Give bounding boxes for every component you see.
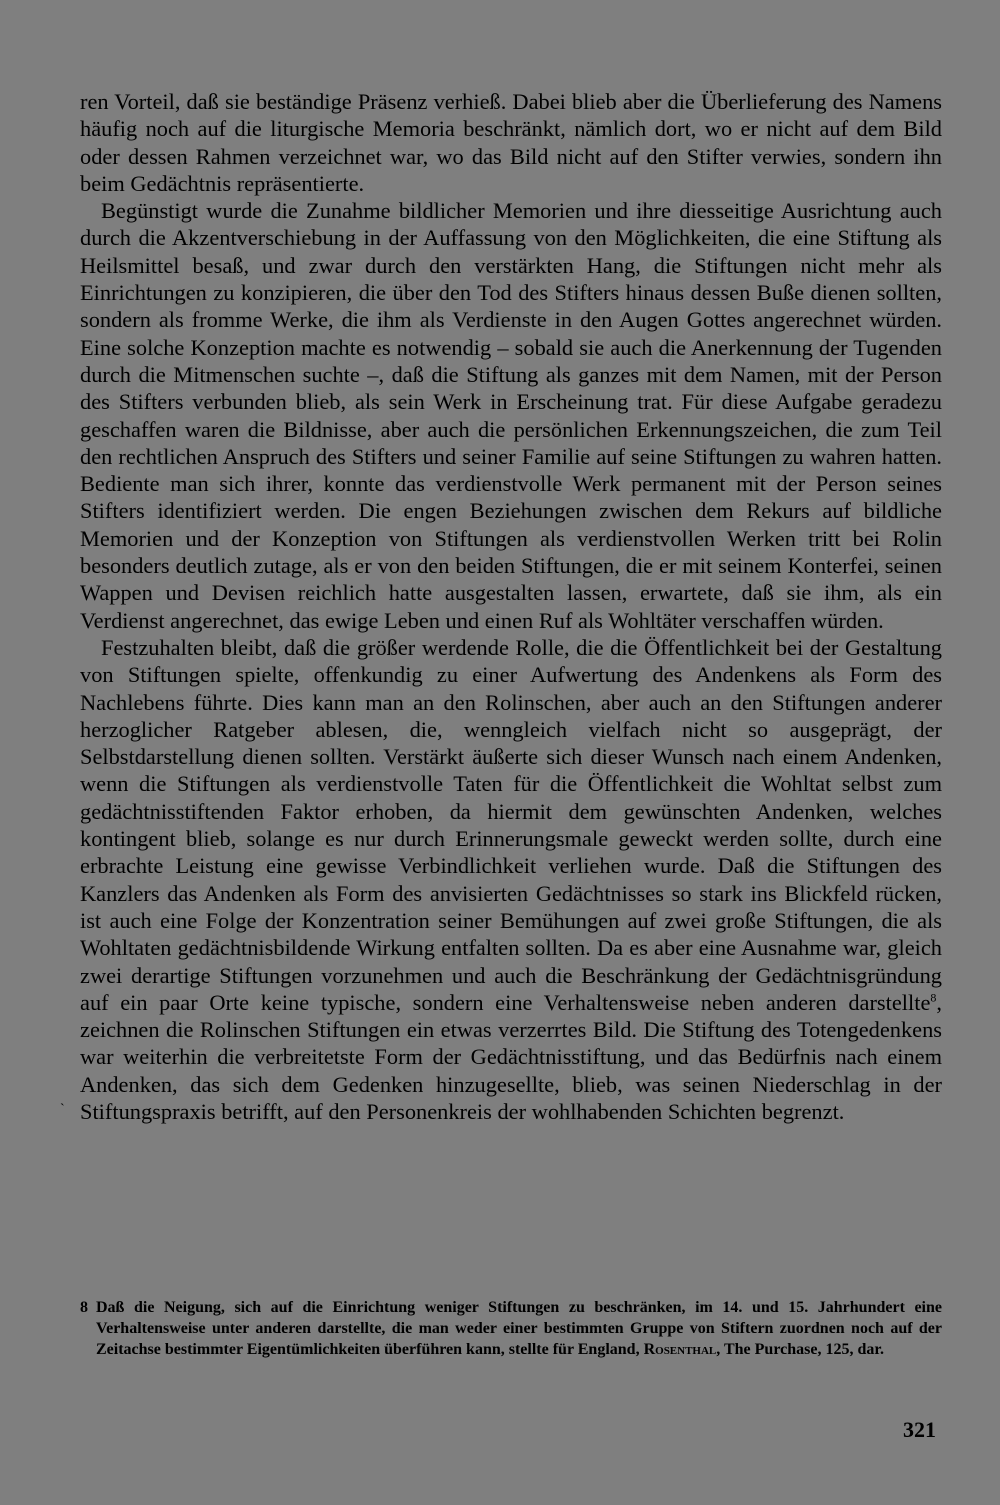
paragraph-3-part-1: Festzuhalten bleibt, daß die größer werdende Rolle, die die Öffentlichkeit bei der Gestaltung von Stiftungen spielte, offenkundig zu einer Aufwertung des Andenkens als Form des Nachlebens führte. Dies kann man an den Rolinschen, aber auch an den Stiftungen anderer herzoglicher Ratgeber ablesen, die, wenngleich vielfach nicht so ausgeprägt, der Selbstdarstellung dienen sollten. Verstärkt äußerte sich dieser Wunsch nach einem Andenken, wenn die Stiftungen als verdienstvolle Taten für die Öffentlichkeit die Wohltat selbst zum gedächtnisstiftenden Faktor erhoben, da hiermit dem gewünschten Andenken, welches kontingent blieb, solange es nur durch Erinnerungsmale geweckt werden sollte, durch eine erbrachte Leistung eine gewisse Verbindlichkeit verliehen wurde. Daß die Stiftungen des Kanzlers das Andenken als Form des anvisierten Gedächtnisses so stark ins Blickfeld rücken, ist auch eine Folge der Konzentration seiner Bemühungen auf zwei große Stiftungen, die als Wohltaten gedächtnisbildende Wirkung entfalten sollten. Da es aber eine Ausnahme war, gleich zwei derartige Stiftungen vorzunehmen und auch die Beschränkung der Gedächtnisgründung auf ein paar Orte keine typische, sondern eine Verhaltensweise neben anderen darstellte bbox=[80, 634, 942, 1015]
footnote bbox=[80, 1297, 942, 1360]
footnote-reference[interactable]: 8 bbox=[930, 990, 937, 1005]
footnote-text-after: , The Purchase, 125, dar. bbox=[716, 1341, 884, 1358]
footnote-text-before: Daß die Neigung, sich auf die Einrichtung weniger Stiftungen zu beschränken, im 14. und 15. Jahrhundert eine Verhaltensweise unter anderen darstellte, die man weder einer bestimmten Gruppe von Stiftern zuordnen noch auf der Zeitachse bestimmter Eigentümlichkeiten überführen kann, stellte für England, bbox=[96, 1299, 942, 1358]
footnote-body bbox=[80, 1297, 942, 1360]
paragraph-2: Begünstigt wurde die Zunahme bildlicher Memorien und ihre diesseitige Ausrichtung auch durch die Akzentverschiebung in der Auffassung von den Möglichkeiten, die eine Stiftung als Heilsmittel besaß, und zwar durch den verstärkten Hang, die Stiftungen nicht mehr als Einrichtungen zu konzipieren, die über den Tod des Stifters hinaus dessen Buße dienen sollten, sondern als fromme Werke, die ihm als Verdienste in den Augen Gottes angerechnet würden. Eine solche Konzeption machte es notwendig – sobald sie auch die Anerkennung der Tugenden durch die Mitmenschen suchte –, daß die Stiftung als ganzes mit dem Namen, mit der Person des Stifters verbunden blieb, als sein Werk in Erscheinung trat. Für diese Aufgabe geradezu geschaffen waren die Bildnisse, aber auch die persönlichen Erkennungszeichen, die zum Teil den rechtlichen Anspruch des Stifters und seiner Familie auf seine Stiftungen zu wahren hatten. Bediente man sich ihrer, konnte das verdienstvolle Werk permanent mit der Person seines Stifters identifiziert werden. Die engen Beziehungen zwischen dem Rekurs auf bildliche Memorien und der Konzeption von Stiftungen als verdienstvollen Werken tritt bei Rolin besonders deutlich zutage, als er von den beiden Stiftungen, die er mit seinem Konterfei, seinen Wappen und Devisen reichlich hatte ausgestalten lassen, erwartete, daß sie ihm, als ein Verdienst angerechnet, das ewige Leben und einen Ruf als Wohltäter verschaffen würden. bbox=[80, 198, 942, 633]
paragraph-3-part-2: , zeichnen die Rolinschen Stiftungen ein etwas verzerrtes Bild. Die Stiftung des Totengedenkens war weiterhin die verbreitetste Form der Gedächtnisstiftung, und das Bedürfnis nach einem Andenken, das sich dem Gedenken hinzugesellte, blieb, was seinen Niederschlag in der Stiftungspraxis betrifft, auf den Personenkreis der wohlhabenden Schichten begrenzt. bbox=[80, 989, 942, 1124]
main-text bbox=[80, 88, 942, 1125]
margin-mark: ` bbox=[60, 1102, 65, 1117]
footnote-author: Rosenthal bbox=[643, 1341, 717, 1358]
paragraph-1: ren Vorteil, daß sie beständige Präsenz verhieß. Dabei blieb aber die Überlieferung des Namens häufig noch auf die liturgische Memoria beschränkt, nämlich dort, wo er nicht auf dem Bild oder dessen Rahmen verzeichnet war, wo das Bild nicht auf den Stifter verwies, sondern ihn beim Gedächtnis repräsentierte. bbox=[80, 89, 942, 196]
paragraph-3 bbox=[80, 634, 942, 1125]
footnote-number: 8 bbox=[80, 1299, 88, 1316]
page-number: 321 bbox=[903, 1417, 936, 1442]
